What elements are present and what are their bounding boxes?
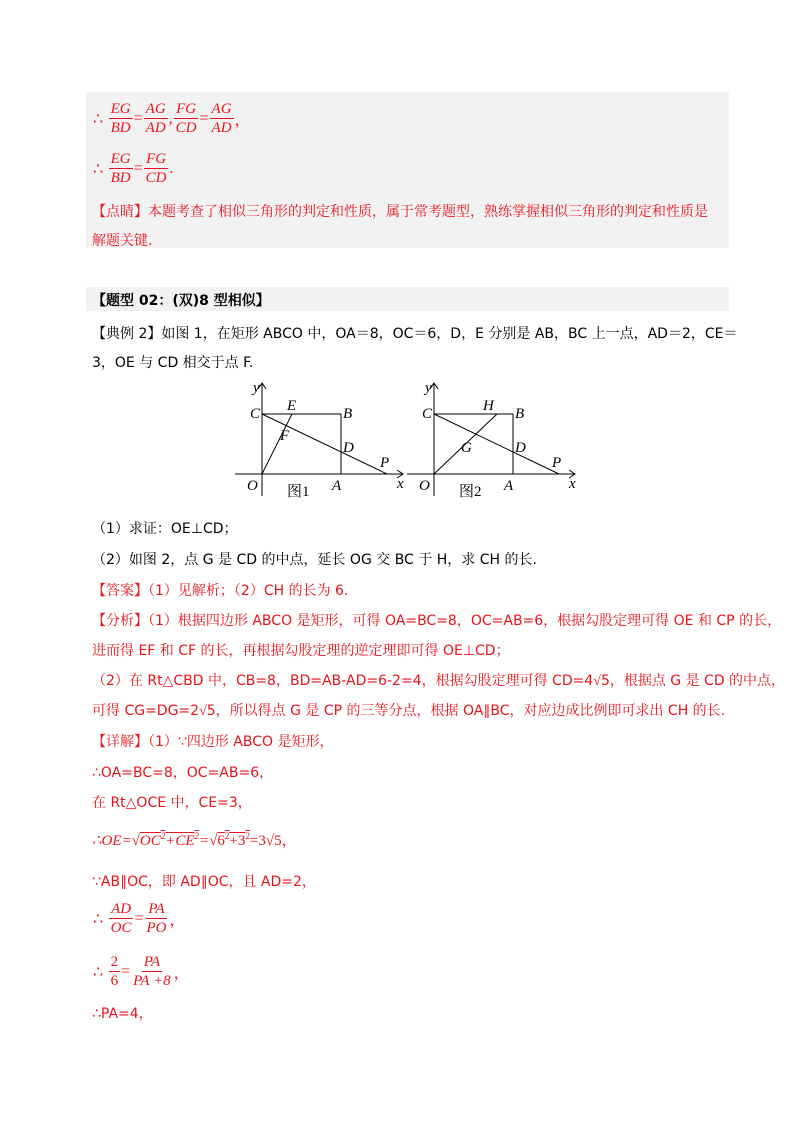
equation-line-2: ∴ $\frac{EG}{BD}$ = $\frac{FG}{CD}$ .	[93, 151, 174, 186]
detail-line-8: ∴PA=4，	[92, 1006, 153, 1022]
section-title: 【题型 02：(双)8 型相似】	[92, 293, 270, 309]
fig1-caption: 图1	[287, 484, 310, 500]
fig1-label-e: E	[287, 398, 297, 414]
detail-line-6: ∴ $\frac{AD}{OC}$ = $\frac{PA}{PO}$ ，	[93, 901, 186, 936]
fig1-label-d: D	[343, 440, 354, 456]
fig2-label-x: x	[569, 476, 576, 492]
analysis-line-4: 可得 CG=DG=2√5，所以得点 G 是 CP 的三等分点，根据 OA∥BC，对应边成比例即可求出 CH 的长.	[92, 703, 726, 719]
fig2-label-h: H	[483, 398, 494, 414]
question-2: （2）如图 2，点 G 是 CD 的中点，延长 OG 交 BC 于 H，求 CH 的长.	[92, 552, 537, 568]
fig2-label-c: C	[422, 406, 433, 422]
answer-line: 【答案】（1）见解析；（2）CH 的长为 6.	[92, 583, 349, 599]
detail-line-3: 在 Rt△OCE 中，CE=3，	[92, 795, 252, 811]
fig1-label-o: O	[247, 478, 258, 494]
detail-line-1: 【详解】（1）∵四边形 ABCO 是矩形，	[92, 734, 334, 750]
detail-line-2: ∴OA=BC=8，OC=AB=6，	[92, 765, 274, 781]
detail-line-4: $\therefore OE=√OC^2+CE^2=√6^2+3^2=3√5$，	[92, 831, 297, 849]
fig2-label-p: P	[552, 455, 562, 471]
dianjing-line-2: 解题关键.	[92, 233, 153, 249]
detail-line-7: ∴ $\frac{2}{6}$ = $\frac{PA}{PA +8}$ ，	[93, 954, 190, 989]
fig2-label-g: G	[461, 440, 472, 456]
geometry-figures	[225, 378, 595, 503]
fig1-label-p: P	[380, 455, 390, 471]
fig1-label-y: y	[253, 380, 260, 396]
figure-1	[235, 383, 403, 496]
fig2-label-d: D	[515, 440, 526, 456]
problem-line-2: 3，OE 与 CD 相交于点 F.	[92, 355, 254, 371]
problem-line-1: 【典例 2】如图 1，在矩形 ABCO 中，OA＝8，OC＝6，D，E 分别是 AB，BC 上一点，AD＝2，CE＝	[92, 326, 738, 342]
fig1-label-b: B	[343, 406, 353, 422]
fig2-label-o: O	[419, 478, 430, 494]
analysis-line-2: 进而得 EF 和 CF 的长，再根据勾股定理的逆定理即可得 OE⊥CD；	[92, 643, 510, 659]
detail-line-5: ∵AB∥OC，即 AD∥OC，且 AD=2，	[92, 874, 316, 890]
fig1-label-x: x	[397, 476, 404, 492]
analysis-line-3: （2）在 Rt△CBD 中，CB=8，BD=AB-AD=6-2=4，根据勾股定理可得 CD=4√5，根据点 G 是 CD 的中点，	[92, 673, 786, 689]
fig1-label-a: A	[332, 478, 342, 494]
fig2-label-a: A	[504, 478, 514, 494]
fig2-label-y: y	[425, 380, 432, 396]
fig1-label-f: F	[280, 428, 290, 444]
equation-line-1: ∴ $\frac{EG}{BD}$ = $\frac{AG}{AD}$ , $\frac{FG}{CD}$ = $\frac{AG}{AD}$ ，	[93, 101, 251, 136]
fig2-caption: 图2	[459, 484, 482, 500]
dianjing-line-1: 【点睛】本题考查了相似三角形的判定和性质，属于常考题型，熟练掌握相似三角形的判定和性质是	[92, 204, 708, 220]
fig1-label-c: C	[250, 406, 261, 422]
question-1: （1）求证：OE⊥CD；	[92, 521, 238, 537]
fig2-label-b: B	[515, 406, 525, 422]
analysis-line-1: 【分析】（1）根据四边形 ABCO 是矩形，可得 OA=BC=8，OC=AB=6，根据勾股定理可得 OE 和 CP 的长，	[92, 613, 782, 629]
